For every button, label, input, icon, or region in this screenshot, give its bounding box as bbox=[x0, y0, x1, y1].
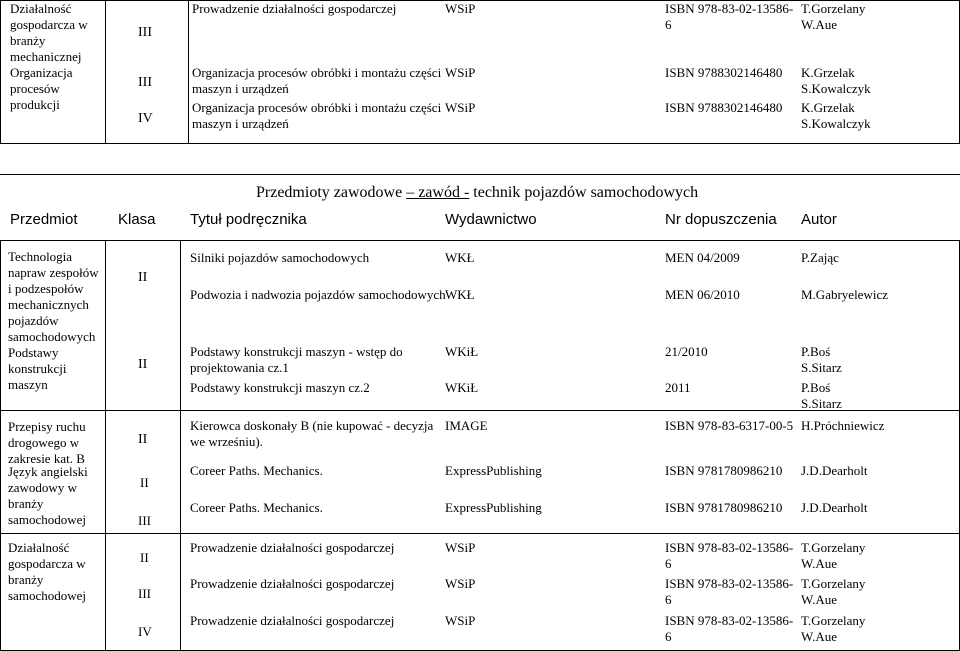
subject-line: i podzespołów bbox=[8, 281, 84, 296]
grid-line bbox=[180, 240, 181, 651]
subject-line: Technologia bbox=[8, 249, 73, 264]
approval-number-cell: 6 bbox=[665, 556, 672, 571]
subject-line: napraw zespołów bbox=[8, 265, 99, 280]
author-cell: T.Gorzelany bbox=[801, 540, 866, 555]
approval-number-cell: ISBN 978-83-02-13586- bbox=[665, 540, 794, 555]
subject-line: produkcji bbox=[10, 97, 60, 112]
class-cell: II bbox=[138, 357, 148, 372]
author-cell: T.Gorzelany bbox=[801, 613, 866, 628]
subject-line: drogowego w bbox=[8, 435, 80, 450]
subject-cell bbox=[8, 249, 99, 345]
class-cell: II bbox=[138, 432, 148, 447]
subject-cell bbox=[8, 464, 88, 528]
title-cell: Silniki pojazdów samochodowych bbox=[190, 250, 370, 265]
subject-line: Podstawy bbox=[8, 345, 59, 360]
title-cell: Prowadzenie działalności gospodarczej bbox=[192, 1, 397, 16]
approval-number-cell: ISBN 978-83-02-13586- bbox=[665, 613, 794, 628]
author-cell: P.Boś bbox=[801, 380, 831, 395]
author-cell: J.D.Dearholt bbox=[801, 500, 868, 515]
approval-number-cell: ISBN 9788302146480 bbox=[665, 65, 783, 80]
subject-line: konstrukcji bbox=[8, 361, 67, 376]
subject-cell bbox=[10, 1, 88, 113]
title-cell: Prowadzenie działalności gospodarczej bbox=[190, 576, 395, 591]
subject-line: Działalność bbox=[10, 1, 72, 16]
subject-line: branży bbox=[8, 496, 44, 511]
section-title-suffix: technik pojazdów samochodowych bbox=[469, 184, 699, 201]
approval-number-cell: 6 bbox=[665, 17, 672, 32]
subject-cell bbox=[8, 540, 86, 604]
subject-line: zawodowy w bbox=[8, 480, 77, 495]
subject-cell bbox=[8, 419, 86, 467]
author-cell: P.Zając bbox=[801, 250, 839, 265]
class-cell: III bbox=[138, 513, 151, 528]
grid-line bbox=[0, 533, 960, 534]
title-cell: Prowadzenie działalności gospodarczej bbox=[190, 540, 395, 555]
title-cell: Coreer Paths. Mechanics. bbox=[190, 463, 323, 478]
author-cell: P.Boś bbox=[801, 344, 831, 359]
approval-number-cell: 2011 bbox=[665, 380, 691, 395]
section-title-underlined: – zawód - bbox=[406, 184, 470, 201]
grid-line bbox=[105, 240, 106, 651]
column-header-subject: Przedmiot bbox=[10, 211, 78, 228]
approval-number-cell: ISBN 9781780986210 bbox=[665, 500, 783, 515]
class-cell: III bbox=[138, 586, 151, 601]
section-title-prefix: Przedmioty zawodowe bbox=[256, 184, 407, 201]
grid-line bbox=[0, 0, 1, 143]
subject-line: Przepisy ruchu bbox=[8, 419, 86, 434]
subject-line: Język angielski bbox=[8, 464, 88, 479]
column-header-approval-number: Nr dopuszczenia bbox=[665, 211, 777, 228]
approval-number-cell: MEN 04/2009 bbox=[665, 250, 740, 265]
approval-number-cell: 6 bbox=[665, 629, 672, 644]
title-cell: Prowadzenie działalności gospodarczej bbox=[190, 613, 395, 628]
class-cell: II bbox=[138, 270, 148, 285]
publisher-cell: WKŁ bbox=[445, 287, 475, 302]
grid-line bbox=[188, 0, 189, 143]
publisher-cell: IMAGE bbox=[445, 418, 488, 433]
subject-line: mechanicznej bbox=[10, 49, 82, 64]
publisher-cell: WSiP bbox=[445, 1, 476, 16]
class-cell: II bbox=[140, 550, 149, 565]
subject-cell bbox=[8, 345, 67, 393]
author-cell: S.Sitarz bbox=[801, 396, 842, 411]
class-cell: IV bbox=[138, 624, 152, 639]
grid-line bbox=[0, 143, 960, 144]
class-cell: III bbox=[138, 25, 152, 40]
title-cell: projektowania cz.1 bbox=[190, 360, 289, 375]
grid-line bbox=[105, 0, 106, 143]
approval-number-cell: ISBN 978-83-02-13586- bbox=[665, 576, 794, 591]
subject-line: maszyn bbox=[8, 377, 48, 392]
publisher-cell: WKiŁ bbox=[445, 380, 479, 395]
author-cell: K.Grzelak bbox=[801, 65, 855, 80]
approval-number-cell: MEN 06/2010 bbox=[665, 287, 740, 302]
approval-number-cell: 6 bbox=[665, 592, 672, 607]
approval-number-cell: ISBN 978-83-02-13586- bbox=[665, 1, 794, 16]
column-header-class: Klasa bbox=[118, 211, 156, 228]
approval-number-cell: ISBN 9788302146480 bbox=[665, 100, 783, 115]
publisher-cell: WSiP bbox=[445, 100, 476, 115]
author-cell: W.Aue bbox=[801, 556, 837, 571]
title-cell: Podstawy konstrukcji maszyn - wstęp do bbox=[190, 344, 403, 359]
subject-line: branży bbox=[8, 572, 44, 587]
section-title bbox=[256, 184, 698, 202]
author-cell: W.Aue bbox=[801, 17, 837, 32]
subject-line: gospodarcza w bbox=[8, 556, 86, 571]
title-cell: Organizacja procesów obróbki i montażu części bbox=[192, 65, 442, 80]
publisher-cell: WSiP bbox=[445, 576, 476, 591]
publisher-cell: WSiP bbox=[445, 65, 476, 80]
title-cell: we wrześniu). bbox=[190, 434, 263, 449]
publisher-cell: ExpressPublishing bbox=[445, 500, 542, 515]
subject-line: branży bbox=[10, 33, 46, 48]
subject-line: procesów bbox=[10, 81, 60, 96]
subject-line: mechanicznych bbox=[8, 297, 89, 312]
class-cell: III bbox=[138, 75, 152, 90]
author-cell: S.Kowalczyk bbox=[801, 81, 871, 96]
author-cell: T.Gorzelany bbox=[801, 1, 866, 16]
title-cell: Coreer Paths. Mechanics. bbox=[190, 500, 323, 515]
subject-line: zakresie kat. B bbox=[8, 451, 85, 466]
subject-line: samochodowej bbox=[8, 588, 86, 603]
column-header-title: Tytuł podręcznika bbox=[190, 211, 307, 228]
subject-line: samochodowej bbox=[8, 512, 86, 527]
title-cell: maszyn i urządzeń bbox=[192, 116, 289, 131]
publisher-cell: WKiŁ bbox=[445, 344, 479, 359]
author-cell: H.Próchniewicz bbox=[801, 418, 885, 433]
author-cell: T.Gorzelany bbox=[801, 576, 866, 591]
author-cell: W.Aue bbox=[801, 629, 837, 644]
publisher-cell: WSiP bbox=[445, 540, 476, 555]
title-cell: Podstawy konstrukcji maszyn cz.2 bbox=[190, 380, 370, 395]
grid-line bbox=[0, 240, 1, 651]
title-cell: Kierowca doskonały B (nie kupować - decyzja bbox=[190, 418, 434, 433]
approval-number-cell: ISBN 9781780986210 bbox=[665, 463, 783, 478]
title-cell: maszyn i urządzeń bbox=[192, 81, 289, 96]
author-cell: W.Aue bbox=[801, 592, 837, 607]
author-cell: J.D.Dearholt bbox=[801, 463, 868, 478]
publisher-cell: ExpressPublishing bbox=[445, 463, 542, 478]
publisher-cell: WSiP bbox=[445, 613, 476, 628]
column-header-publisher: Wydawnictwo bbox=[445, 211, 537, 228]
grid-line bbox=[0, 174, 960, 175]
author-cell: S.Kowalczyk bbox=[801, 116, 871, 131]
publisher-cell: WKŁ bbox=[445, 250, 475, 265]
column-header-author: Autor bbox=[801, 211, 837, 228]
grid-line bbox=[0, 240, 960, 241]
class-cell: IV bbox=[138, 111, 153, 126]
subject-line: Działalność bbox=[8, 540, 70, 555]
subject-line: gospodarcza w bbox=[10, 17, 88, 32]
title-cell: Organizacja procesów obróbki i montażu części bbox=[192, 100, 442, 115]
author-cell: M.Gabryelewicz bbox=[801, 287, 888, 302]
author-cell: S.Sitarz bbox=[801, 360, 842, 375]
title-cell: Podwozia i nadwozia pojazdów samochodowych bbox=[190, 287, 446, 302]
author-cell: K.Grzelak bbox=[801, 100, 855, 115]
approval-number-cell: 21/2010 bbox=[665, 344, 708, 359]
class-cell: II bbox=[140, 475, 149, 490]
subject-line: samochodowych bbox=[8, 329, 96, 344]
subject-line: Organizacja bbox=[10, 65, 73, 80]
approval-number-cell: ISBN 978-83-6317-00-5 bbox=[665, 418, 794, 433]
subject-line: pojazdów bbox=[8, 313, 59, 328]
